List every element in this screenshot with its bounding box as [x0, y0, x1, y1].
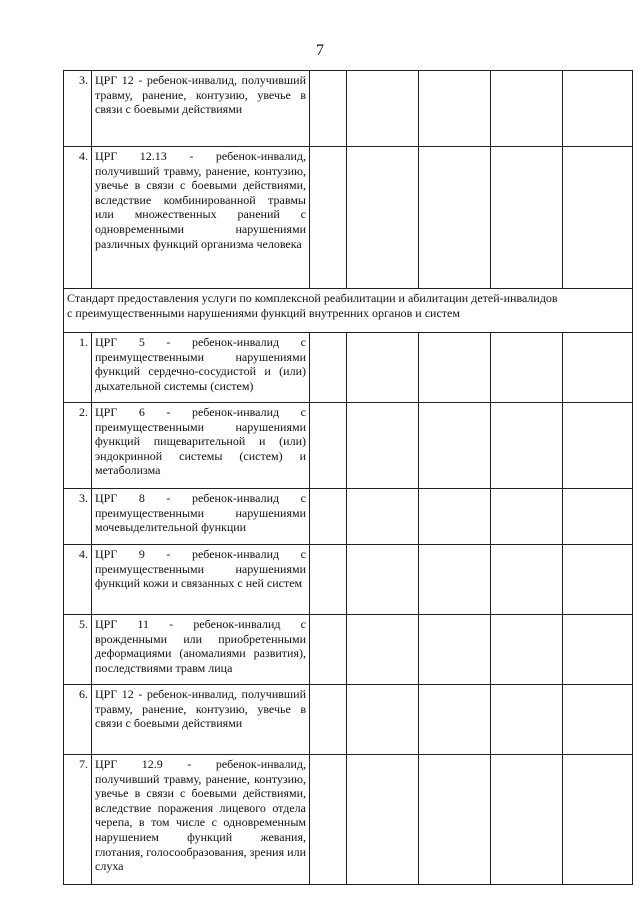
empty-cell — [310, 545, 347, 615]
empty-cell — [310, 333, 347, 403]
empty-cell — [310, 755, 347, 885]
empty-cell — [491, 545, 563, 615]
row-description: ЦРГ 12 - ребенок-инвалид, получивший травму, ранение, контузию, увечье в связи с боевыми действиями — [92, 71, 310, 147]
table-row — [64, 615, 633, 685]
row-description: ЦРГ 9 - ребенок-инвалид с преимущественными нарушениями функций кожи и связанных с ней систем — [92, 545, 310, 615]
empty-cell — [563, 71, 633, 147]
empty-cell — [563, 545, 633, 615]
empty-cell — [347, 333, 419, 403]
empty-cell — [347, 615, 419, 685]
empty-cell — [491, 403, 563, 489]
table-row — [64, 545, 633, 615]
empty-cell — [347, 147, 419, 289]
row-number: 2. — [64, 403, 92, 489]
empty-cell — [310, 685, 347, 755]
section-header-row — [64, 289, 633, 333]
empty-cell — [347, 71, 419, 147]
table-row — [64, 333, 633, 403]
section-header-line-2: с преимущественными нарушениями функций внутренних органов и систем — [67, 305, 460, 320]
empty-cell — [491, 147, 563, 289]
empty-cell — [563, 615, 633, 685]
empty-cell — [419, 403, 491, 489]
empty-cell — [310, 489, 347, 545]
standards-table — [63, 70, 633, 885]
empty-cell — [419, 71, 491, 147]
empty-cell — [491, 71, 563, 147]
row-number: 3. — [64, 489, 92, 545]
empty-cell — [419, 147, 491, 289]
empty-cell — [310, 147, 347, 289]
row-description: ЦРГ 5 - ребенок-инвалид с преимущественными нарушениями функций сердечно-сосудистой и (или) дыхательной системы (систем) — [92, 333, 310, 403]
empty-cell — [419, 545, 491, 615]
table-row — [64, 403, 633, 489]
empty-cell — [491, 755, 563, 885]
empty-cell — [310, 403, 347, 489]
empty-cell — [419, 615, 491, 685]
page-number: 7 — [316, 42, 324, 59]
row-number: 7. — [64, 755, 92, 885]
row-number: 4. — [64, 545, 92, 615]
empty-cell — [419, 685, 491, 755]
table-row — [64, 755, 633, 885]
row-number: 4. — [64, 147, 92, 289]
table-row — [64, 147, 633, 289]
empty-cell — [347, 489, 419, 545]
row-number: 3. — [64, 71, 92, 147]
empty-cell — [491, 615, 563, 685]
empty-cell — [347, 755, 419, 885]
empty-cell — [491, 333, 563, 403]
empty-cell — [563, 489, 633, 545]
row-description: ЦРГ 8 - ребенок-инвалид с преимущественными нарушениями мочевыделительной функции — [92, 489, 310, 545]
empty-cell — [419, 333, 491, 403]
empty-cell — [563, 333, 633, 403]
table-row — [64, 489, 633, 545]
empty-cell — [310, 615, 347, 685]
empty-cell — [419, 755, 491, 885]
row-number: 5. — [64, 615, 92, 685]
row-description: ЦРГ 12.13 - ребенок-инвалид, получивший травму, ранение, контузию, увечье в связи с боевыми действиями, вследствие комбинированной травмы или множественных ранений с одновременными нарушениями различных функций организма человека — [92, 147, 310, 289]
section-header-line-1: Стандарт предоставления услуги по комплексной реабилитации и абилитации детей-инвалидов — [67, 291, 558, 305]
row-number: 1. — [64, 333, 92, 403]
row-description: ЦРГ 12.9 - ребенок-инвалид, получивший травму, ранение, контузию, увечье в связи с боевыми действиями, вследствие поражения лицевого отдела черепа, в том числе с одновременным нарушением функций жевания, глотания, голосообразования, зрения или слуха — [92, 755, 310, 885]
row-description: ЦРГ 6 - ребенок-инвалид с преимущественными нарушениями функций пищеварительной и (или) эндокринной системы (систем) и метаболизма — [92, 403, 310, 489]
empty-cell — [347, 403, 419, 489]
empty-cell — [563, 147, 633, 289]
empty-cell — [310, 71, 347, 147]
row-description: ЦРГ 11 - ребенок-инвалид с врожденными или приобретенными деформациями (аномалиями развития), последствиями травм лица — [92, 615, 310, 685]
empty-cell — [563, 685, 633, 755]
row-description: ЦРГ 12 - ребенок-инвалид, получивший травму, ранение, контузию, увечье в связи с боевыми действиями — [92, 685, 310, 755]
table-row — [64, 685, 633, 755]
empty-cell — [491, 685, 563, 755]
row-number: 6. — [64, 685, 92, 755]
empty-cell — [491, 489, 563, 545]
empty-cell — [347, 545, 419, 615]
section-header — [64, 289, 633, 333]
empty-cell — [347, 685, 419, 755]
table-row — [64, 71, 633, 147]
empty-cell — [563, 755, 633, 885]
empty-cell — [563, 403, 633, 489]
empty-cell — [419, 489, 491, 545]
